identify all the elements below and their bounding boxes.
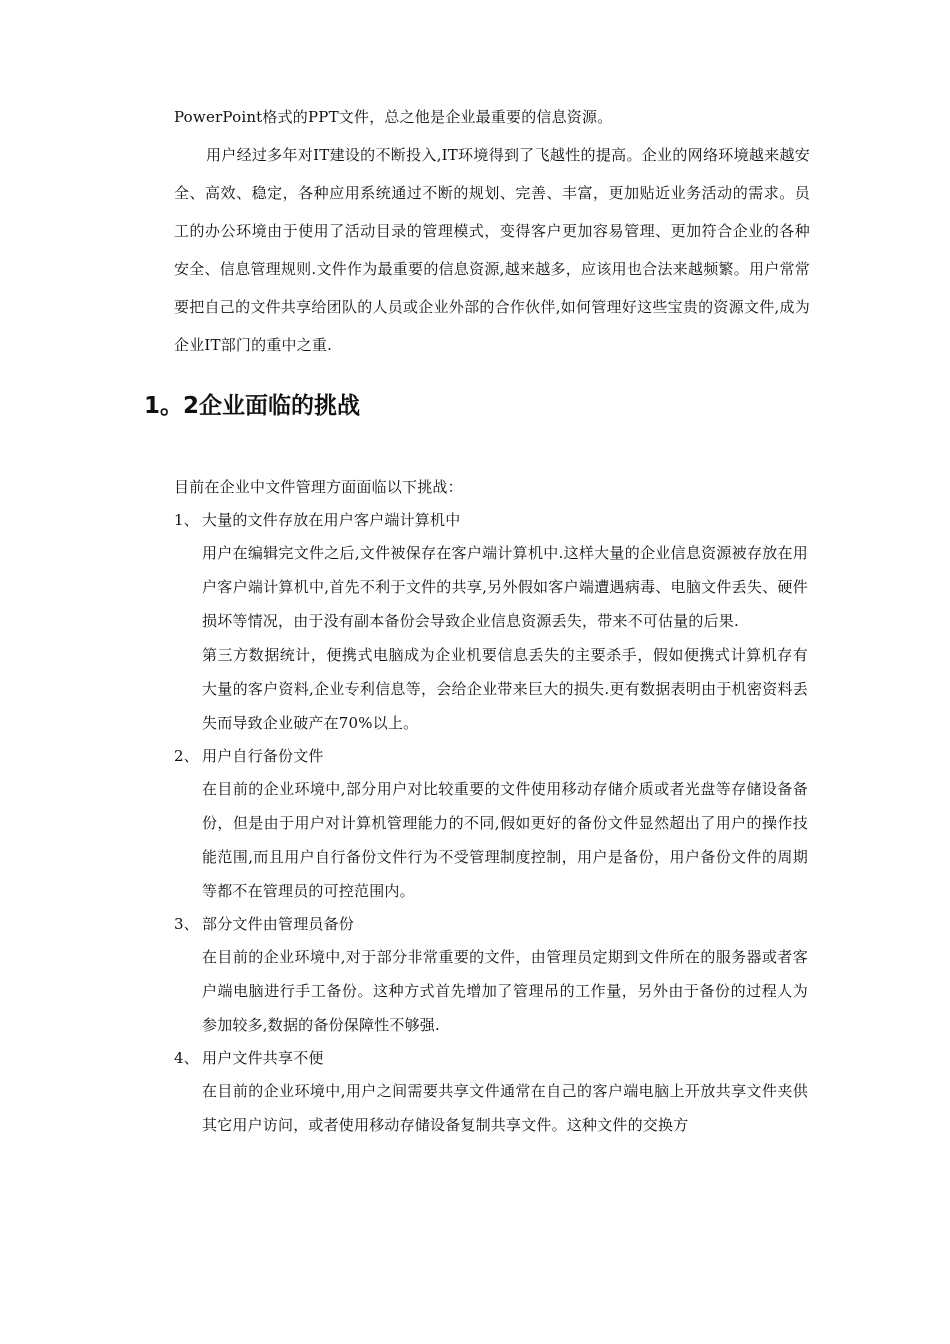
list-item xyxy=(174,740,814,908)
list-item-paragraph: 在目前的企业环境中,部分用户对比较重要的文件使用移动存储介质或者光盘等存储设备备份，但是由于用户对计算机管理能力的不同,假如更好的备份文件显然超出了用户的操作技能范围,而且用户自行备份文件行为不受管理制度控制，用户是备份，用户备份文件的周期等都不在管理员的可控范围内。 xyxy=(202,780,808,900)
list-item-paragraph: 在目前的企业环境中,用户之间需要共享文件通常在自己的客户端电脑上开放共享文件夹供其它用户访问，或者使用移动存储设备复制共享文件。这种文件的交换方 xyxy=(202,1082,808,1134)
list-item-number: 4、 xyxy=(174,1049,199,1067)
section-lead: 目前在企业中文件管理方面面临以下挑战： xyxy=(174,478,463,496)
list-item-number: 1、 xyxy=(174,511,199,529)
list-item xyxy=(174,1042,814,1142)
list-item-title-text: 用户自行备份文件 xyxy=(202,747,324,765)
intro-text xyxy=(174,98,810,364)
list-item xyxy=(174,504,814,740)
list-item xyxy=(174,908,814,1042)
list-item-title xyxy=(174,1042,814,1074)
list-item-title xyxy=(174,908,814,940)
list-item-paragraph: 第三方数据统计，便携式电脑成为企业机要信息丢失的主要杀手，假如便携式计算机存有大量的客户资料,企业专利信息等，会给企业带来巨大的损失.更有数据表明由于机密资料丢失而导致企业破产在70%以上。 xyxy=(202,646,808,732)
list-item-title-text: 大量的文件存放在用户客户端计算机中 xyxy=(202,511,461,529)
section-heading: 1。2企业面临的挑战 xyxy=(144,393,361,419)
list-item-title-text: 用户文件共享不便 xyxy=(202,1049,324,1067)
intro-paragraph: 用户经过多年对IT建设的不断投入,IT环境得到了飞越性的提高。企业的网络环境越来越安全、高效、稳定，各种应用系统通过不断的规划、完善、丰富，更加贴近业务活动的需求。员工的办公环境由于使用了活动目录的管理模式，变得客户更加容易管理、更加符合企业的各种安全、信息管理规则.文件作为最重要的信息资源,越来越多，应该用也合法来越频繁。用户常常要把自己的文件共享给团队的人员或企业外部的合作伙伴,如何管理好这些宝贵的资源文件,成为企业IT部门的重中之重. xyxy=(174,146,810,354)
intro-continuation: PowerPoint格式的PPT文件，总之他是企业最重要的信息资源。 xyxy=(174,108,613,126)
list-item-paragraph: 用户在编辑完文件之后,文件被保存在客户端计算机中.这样大量的企业信息资源被存放在用户客户端计算机中,首先不利于文件的共享,另外假如客户端遭遇病毒、电脑文件丢失、硬件损坏等情况，由于没有副本备份会导致企业信息资源丢失，带来不可估量的后果. xyxy=(202,544,808,630)
list-item-number: 2、 xyxy=(174,747,199,765)
list-item-number: 3、 xyxy=(174,915,199,933)
list-item-paragraph: 在目前的企业环境中,对于部分非常重要的文件，由管理员定期到文件所在的服务器或者客户端电脑进行手工备份。这种方式首先增加了管理吊的工作量，另外由于备份的过程人为参加较多,数据的备份保障性不够强. xyxy=(202,948,808,1034)
list-item-title-text: 部分文件由管理员备份 xyxy=(202,915,355,933)
list-item-title xyxy=(174,740,814,772)
challenge-list xyxy=(174,504,814,1142)
list-item-title xyxy=(174,504,814,536)
